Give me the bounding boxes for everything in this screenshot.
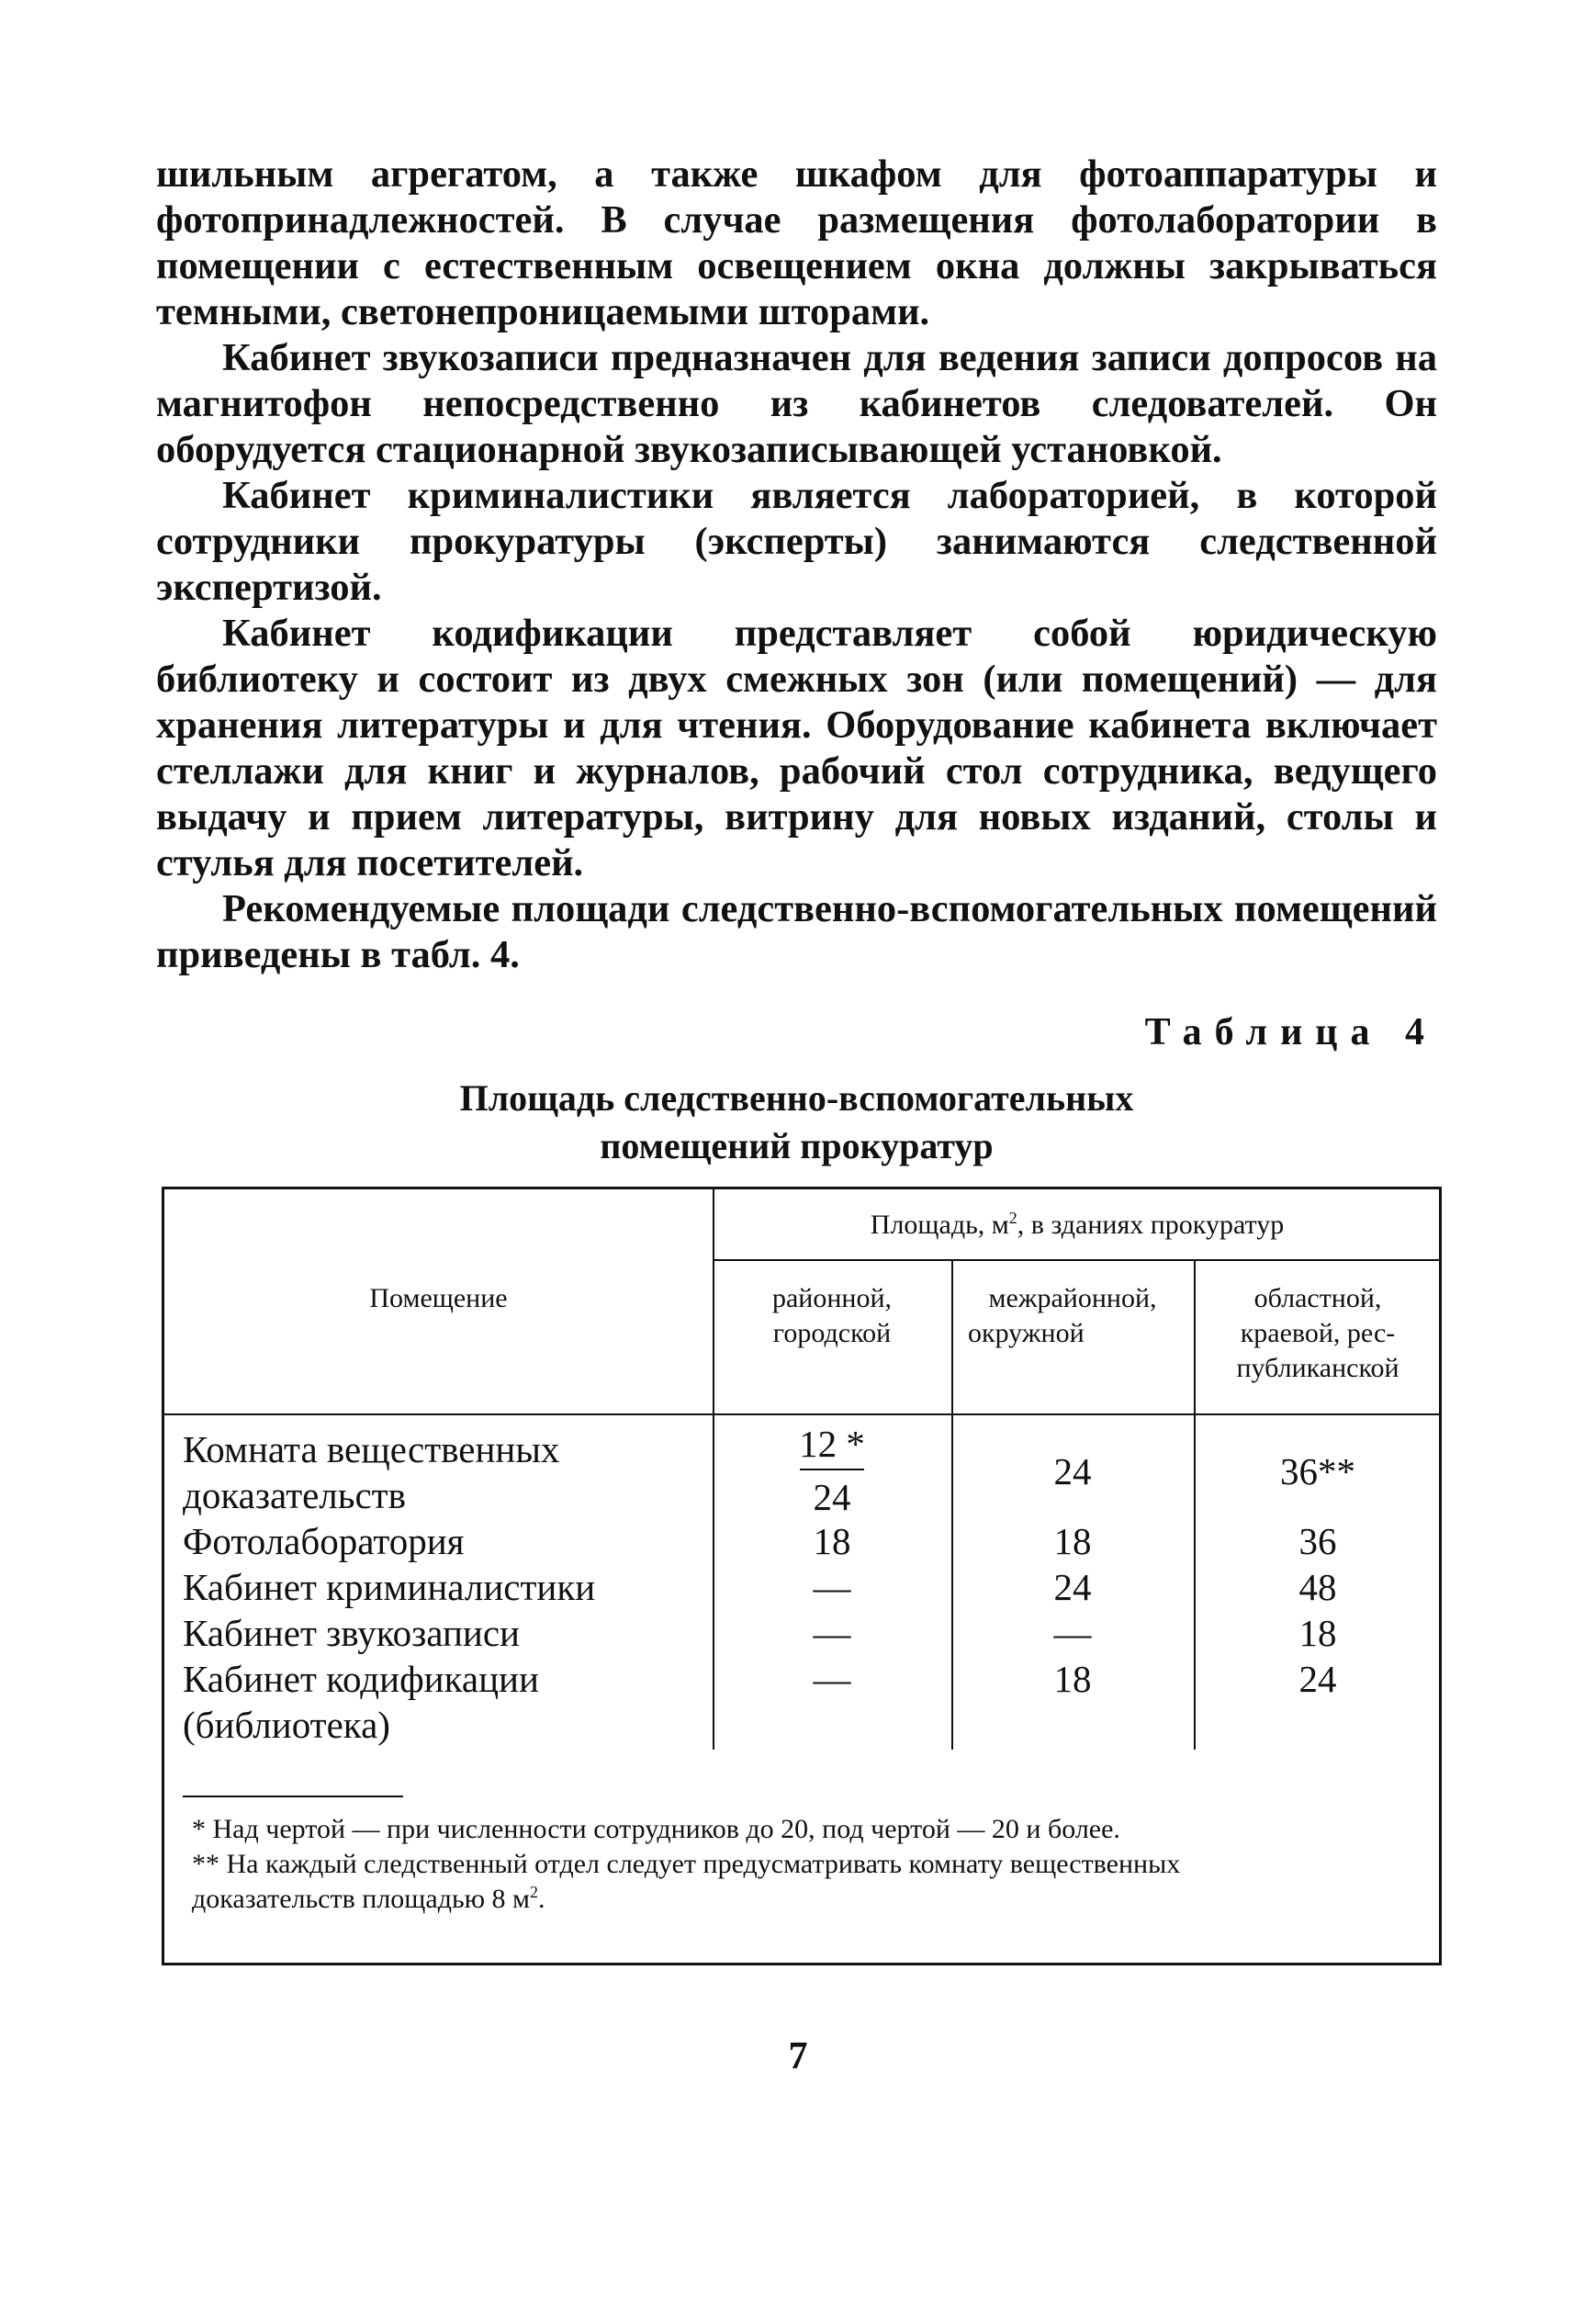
room-name-line: Фотолаборатория [183, 1520, 465, 1562]
row3-col3: 48 [1298, 1566, 1337, 1608]
paragraph-4: Кабинет кодификации представляет собой юридическую библиотеку и состоит из двух смежных зон (или помещений) — для хранения литературы и для чтения. Оборудование кабинета включает стеллажи для книг и журналов, рабочий стол сотрудника, ведущего выдачу и прием литературы, витрину для новых изданий, столы и стулья для посетителей. [156, 612, 1437, 884]
row4-col1: — [813, 1612, 851, 1654]
header-col-3-line-1: областной, [1253, 1283, 1382, 1313]
row2-col2: 18 [1053, 1520, 1092, 1562]
table-title-line-1: Площадь следственно-вспомогательных [459, 1077, 1134, 1119]
footnote-rule [183, 1796, 403, 1797]
header-col-3-line-3: публиканской [1236, 1353, 1399, 1383]
header-room: Помещение [369, 1283, 508, 1313]
room-name-line: (библиотека) [183, 1704, 390, 1746]
header-col-2-line-2: окружной [968, 1318, 1085, 1348]
row3-col2: 24 [1053, 1566, 1092, 1608]
table-title [156, 1075, 1437, 1170]
row3-col1: — [813, 1566, 851, 1608]
row2-col3: 36 [1298, 1520, 1337, 1562]
body-text [156, 152, 1437, 978]
row1-col1-fraction-line [800, 1469, 864, 1470]
paragraph-2: Кабинет звукозаписи предназначен для ведения записи допросов на магнитофон непосредственно из кабинетов следователей. Он оборудуется стационарной звукозаписывающей установкой. [156, 336, 1437, 471]
paragraph-1: шильным агрегатом, а также шкафом для фотоаппаратуры и фотопринадлежностей. В случае размещения фотолаборатории в помещении с естественным освещением окна должны закрываться темными, светонепроницаемыми шторами. [156, 152, 1437, 333]
room-name-line: Кабинет криминалистики [183, 1566, 596, 1608]
row1-col2: 24 [1053, 1450, 1092, 1492]
row5-col3: 24 [1298, 1658, 1337, 1700]
footnote-2-sup: 2 [530, 1883, 539, 1901]
header-divider-top [713, 1259, 1442, 1261]
header-area-prefix: Площадь, м [870, 1210, 1009, 1240]
room-name-line: Кабинет кодификации [183, 1658, 539, 1700]
row4-col2: — [1053, 1612, 1092, 1654]
header-col-1-line-1: районной, [771, 1283, 893, 1313]
row1-col3: 36** [1280, 1450, 1355, 1492]
row1-col1-denominator: 24 [813, 1476, 851, 1518]
row5-col1: — [813, 1658, 851, 1700]
row5-col2: 18 [1053, 1658, 1092, 1700]
header-col-1-line-2: городской [772, 1318, 892, 1348]
header-col-3-line-2: краевой, рес- [1240, 1318, 1396, 1348]
header-area [713, 1208, 1442, 1243]
row4-col3: 18 [1298, 1612, 1337, 1654]
header-col-2 [951, 1281, 1194, 1351]
footnote-1: * Над чертой — при численности сотрудников до 20, под чертой — 20 и более. [192, 1814, 1120, 1844]
header-col-3 [1194, 1281, 1442, 1386]
table-title-line-2: помещений прокуратур [600, 1125, 994, 1166]
header-area-sup: 2 [1008, 1209, 1017, 1227]
area-table [162, 1187, 1442, 1965]
header-divider-bottom [164, 1413, 1442, 1415]
table-footnotes [192, 1812, 1413, 1917]
header-col-2-line-1: межрайонной, [988, 1283, 1157, 1313]
footnote-2-suffix: . [538, 1884, 545, 1914]
row1-col1-numerator: 12 * [799, 1423, 865, 1465]
table-label: Таблица 4 [1144, 1011, 1437, 1053]
footnote-2-line-1: ** На каждый следственный отдел следует предусматривать комнату вещественных [192, 1849, 1181, 1879]
footnote-2-line-2 [192, 1882, 1413, 1917]
page-number: 7 [788, 2035, 808, 2077]
room-name-line: доказательств [183, 1474, 406, 1516]
room-names [183, 1426, 706, 1748]
header-col-1 [713, 1281, 951, 1351]
paragraph-3: Кабинет криминалистики является лабораторией, в которой сотрудники прокуратуры (эксперты) занимаются следственной экспертизой. [156, 474, 1437, 609]
header-area-suffix: , в зданиях прокуратур [1017, 1210, 1285, 1240]
row2-col1: 18 [813, 1520, 851, 1562]
footnote-2-prefix: доказательств площадью 8 м [192, 1884, 531, 1914]
room-name-line: Комната вещественных [183, 1428, 560, 1470]
room-name-line: Кабинет звукозаписи [183, 1612, 520, 1654]
paragraph-5: Рекомендуемые площади следственно-вспомогательных помещений приведены в табл. 4. [156, 887, 1437, 976]
